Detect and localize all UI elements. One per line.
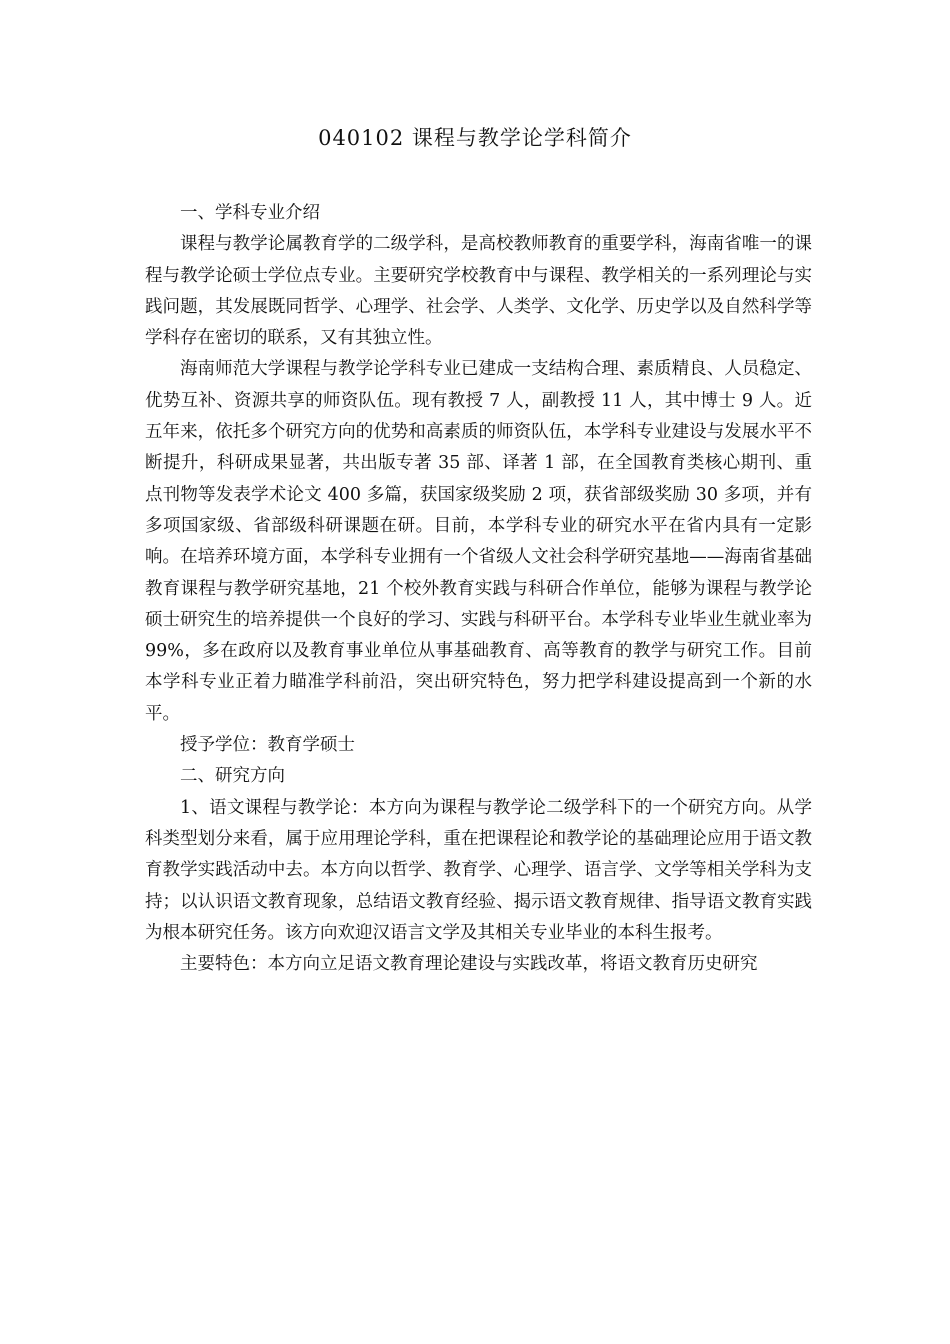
section-heading-intro: 一、学科专业介绍 [180, 203, 320, 223]
paragraph: 课程与教学论属教育学的二级学科，是高校教师教育的重要学科，海南省唯一的课程与教学论硕士学位点专业。主要研究学校教育中与课程、教学相关的一系列理论与实践问题，其发展既同哲学、心理学、社会学、人类学、文化学、历史学以及自然科学等学科存在密切的联系，又有其独立性。 [145, 234, 812, 349]
degree-line: 授予学位：教育学硕士 [180, 735, 355, 756]
document-body [145, 198, 812, 980]
section-heading-research: 二、研究方向 [180, 766, 285, 787]
paragraph: 海南师范大学课程与教学论学科专业已建成一支结构合理、素质精良、人员稳定、优势互补、资源共享的师资队伍。现有教授 7 人，副教授 11 人，其中博士 9 人。近五年来，依托多个研究方向的优势和高素质的师资队伍，本学科专业建设与发展水平不断提升，科研成果显著，共出版专著 35 部、译著 1 部，在全国教育类核心期刊、重点刊物等发表学术论文 400 多篇，获国家级奖励 2 项，获省部级奖励 30 多项，并有多项国家级、省部级科研课题在研。目前，本学科专业的研究水平在省内具有一定影响。在培养环境方面，本学科专业拥有一个省级人文社会科学研究基地——海南省基础教育课程与教学研究基地，21 个校外教育实践与科研合作单位，能够为课程与教学论硕士研究生的培养提供一个良好的学习、实践与科研平台。本学科专业毕业生就业率为 99%，多在政府以及教育事业单位从事基础教育、高等教育的教学与研究工作。目前本学科专业正着力瞄准学科前沿，突出研究特色，努力把学科建设提高到一个新的水平。 [145, 359, 812, 724]
paragraph: 主要特色：本方向立足语文教育理论建设与实践改革，将语文教育历史研究 [180, 954, 758, 975]
document-title: 040102 课程与教学论学科简介 [318, 126, 632, 150]
paragraph: 1、语文课程与教学论：本方向为课程与教学论二级学科下的一个研究方向。从学科类型划分来看，属于应用理论学科，重在把课程论和教学论的基础理论应用于语文教育教学实践活动中去。本方向以哲学、教育学、心理学、语言学、文学等相关学科为支持；以认识语文教育现象，总结语文教育经验、揭示语文教育规律、指导语文教育实践为根本研究任务。该方向欢迎汉语言文学及其相关专业毕业的本科生报考。 [145, 797, 812, 943]
